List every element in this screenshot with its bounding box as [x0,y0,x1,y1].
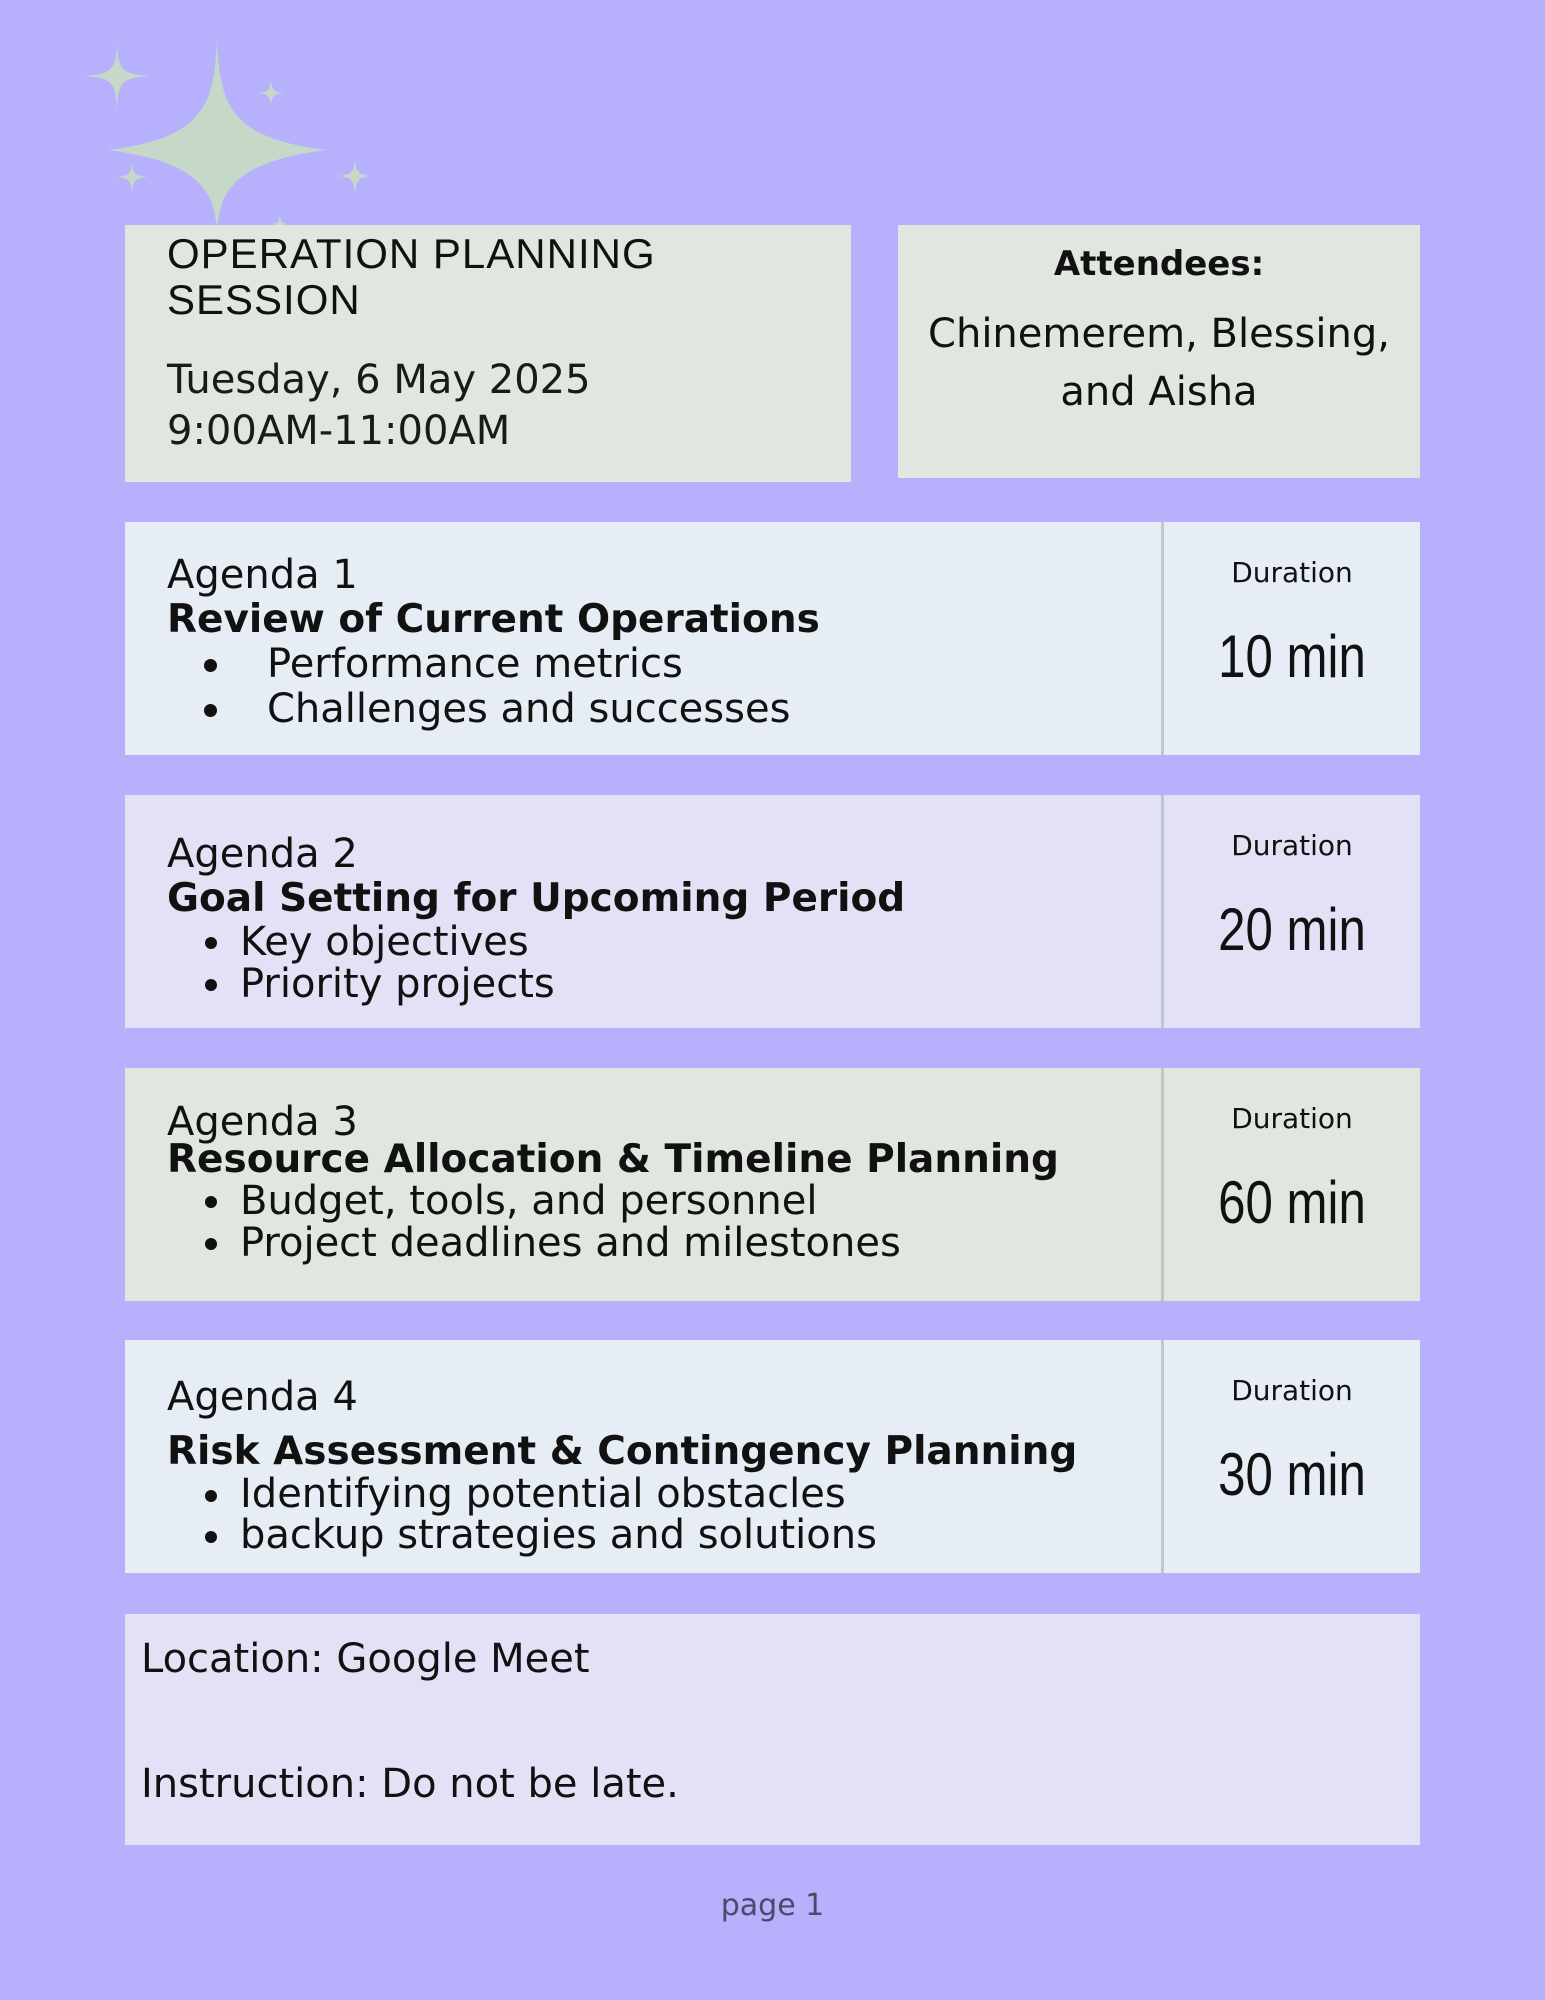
duration-value: 10 min [1218,623,1366,690]
duration-label: Duration [1231,1374,1353,1407]
list-item [167,921,1161,963]
agenda-bullet-list [167,1180,1161,1264]
duration-label: Duration [1231,829,1353,862]
small-sparkle-icon [84,42,150,110]
list-item [167,642,1161,687]
agenda-details [125,522,1161,755]
bullet-text: Performance metrics [267,641,683,687]
bullet-icon [205,979,217,991]
agenda-number: Agenda 4 [167,1374,358,1420]
agenda-duration [1164,1340,1420,1573]
bullet-text: Project deadlines and milestones [240,1220,901,1266]
agenda-item-2 [125,795,1420,1028]
duration-label: Duration [1231,1102,1353,1135]
agenda-item-4 [125,1340,1420,1573]
agenda-duration [1164,795,1420,1028]
page-number: page 1 [720,1888,825,1923]
bullet-text: Priority projects [240,961,555,1007]
bullet-text: Identifying potential obstacles [240,1471,846,1517]
session-header-card [125,225,851,482]
bullet-icon [205,1531,217,1543]
agenda-bullet-list [167,642,1161,732]
list-item [167,963,1161,1005]
list-item [167,1222,1161,1264]
instruction-text: Instruction: Do not be late. [141,1761,679,1807]
agenda-bullet-list [167,921,1161,1005]
bullet-text: backup strategies and solutions [240,1512,877,1558]
bullet-icon [205,1196,217,1208]
agenda-title: Resource Allocation & Timeline Planning [167,1137,1059,1182]
session-title: OPERATION PLANNING SESSION [167,230,656,323]
agenda-item-3 [125,1068,1420,1301]
attendees-names: Chinemerem, Blessing, and Aisha [928,311,1390,415]
small-sparkle-icon [338,158,372,195]
session-time: 9:00AM-11:00AM [167,408,511,454]
small-sparkle-icon [258,80,284,106]
attendees-card [898,225,1420,478]
agenda-details [125,795,1161,1028]
bullet-text: Key objectives [240,919,529,965]
small-sparkle-icon [116,162,148,194]
duration-label: Duration [1231,556,1353,589]
agenda-bullet-list [167,1471,1161,1558]
session-date: Tuesday, 6 May 2025 [167,357,591,403]
location-text: Location: Google Meet [141,1636,590,1682]
agenda-title: Goal Setting for Upcoming Period [167,876,906,921]
agenda-number: Agenda 2 [167,831,358,877]
agenda-duration [1164,1068,1420,1301]
bullet-text: Budget, tools, and personnel [240,1178,818,1224]
list-item [167,1512,1161,1558]
agenda-number: Agenda 3 [167,1099,358,1145]
large-sparkle-icon [108,40,326,230]
agenda-number: Agenda 1 [167,552,358,598]
duration-value: 20 min [1218,896,1366,963]
bullet-icon [204,659,217,672]
agenda-title: Review of Current Operations [167,597,820,642]
bullet-icon [205,937,217,949]
agenda-duration [1164,522,1420,755]
agenda-item-1 [125,522,1420,755]
list-item [167,1180,1161,1222]
duration-value: 30 min [1218,1441,1366,1508]
list-item [167,1471,1161,1517]
meeting-info-card [125,1614,1420,1845]
sparkle-decoration-icon [70,30,400,240]
list-item [167,687,1161,732]
bullet-icon [204,704,217,717]
bullet-text: Challenges and successes [267,686,791,732]
duration-value: 60 min [1218,1169,1366,1236]
bullet-icon [205,1490,217,1502]
agenda-details [125,1068,1161,1301]
session-datetime [167,355,809,457]
agenda-title: Risk Assessment & Contingency Planning [167,1429,1078,1474]
bullet-icon [205,1238,217,1250]
attendees-label: Attendees: [1053,244,1265,284]
agenda-details [125,1340,1161,1573]
